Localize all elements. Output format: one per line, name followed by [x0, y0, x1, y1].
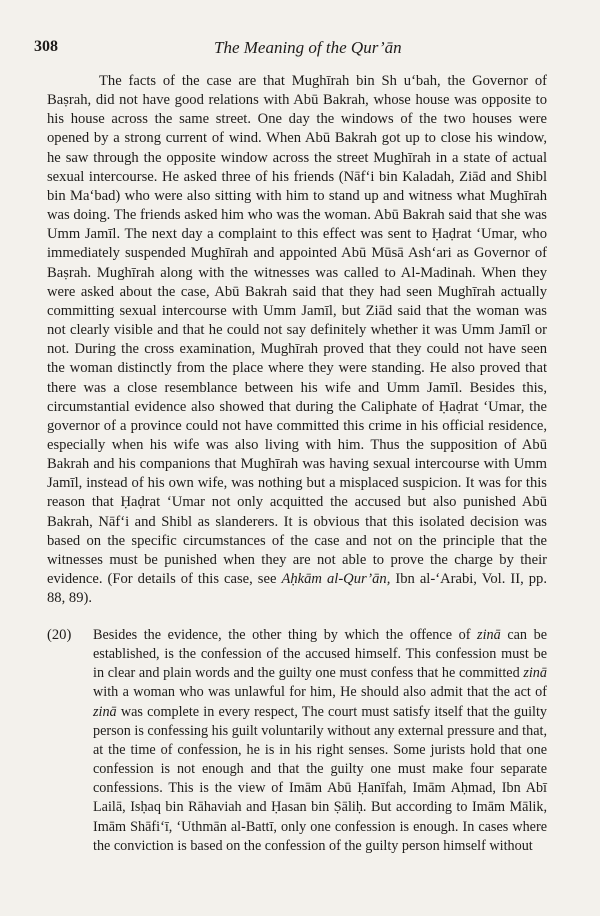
main-paragraph-text: The facts of the case are that Mughīrah bin Sh u‘bah, the Governor of Baṣrah, did not have good relations with Abū Bakrah, whose house was opposite to his house across the same street. One day the windows of the two houses were opened by a strong current of wind. When Abū Bakrah got up to close his window, he saw through the opposite window across the street Mughīrah in a state of actual sexual intercourse. He asked three of his friends (Nāf‘i bin Kaladah, Ziād and Shibl bin Ma‘bad) who were also sitting with him to stand up and witness what Mughīrah was doing. The friends asked him who was the woman. Abū Bakrah said that she was Umm Jamīl. The next day a complaint to this effect was sent to Ḥaḍrat ‘Umar, who immediately suspended Mughīrah and appointed Abū Mūsā Ash‘ari as Governor of Baṣrah. Mughīrah along with the witnesses was called to Al-Madinah. When they were asked about the case, Abū Bakrah said that they had seen Mughīrah actually committing sexual intercourse with Umm Jamīl, but Ziād said that the woman was not clearly visible and that he could not say definitely whether it was Umm Jamīl or not. During the cross examination, Mughīrah proved that they could not have seen the woman distinctly from the place where they were standing. He also proved that there was a close resemblance between his wife and Umm Jamīl. Besides this, circumstantial evidence also showed that during the Caliphate of Ḥaḍrat ‘Umar, the governor of a province could not have committed this crime in his official residence, especially when his wife was also living with him. Thus the supposition of Abū Bakrah and his companions that Mughīrah was having sexual intercourse with Umm Jamīl, instead of his own wife, was nothing but a misplaced suspicion. It was for this reason that Ḥaḍrat ‘Umar not only acquitted the accused but also punished Abū Bakrah, Nāf‘i and Shibl as slanderers. It is obvious that this isolated decision was based on the specific circumstances of the case and not on the principle that the witnesses must be punished when they are not able to prove the charge by their evidence. (For details of this case, see	[47, 73, 547, 588]
main-paragraph	[47, 72, 547, 608]
note-text-segment-4: was complete in every respect, The court must satisfy itself that the guilty person is confessing his guilt voluntarily without any external pressure and that, at the time of confession, he is in his right senses. Some jurists hold that one confession is not enough and that the guilty one must make four separate confessions. This is the view of Imām Abū Ḥanīfah, Imām Aḥmad, Ibn Abī Lailā, Isḥaq bin Rāhaviah and Ḥasan bin Ṣāliḥ. But according to Imām Mālik, Imām Shāfi‘ī, ‘Uthmān al-Battī, only one confession is enough. In cases where the conviction is based on the confession of the guilty person himself without	[93, 703, 547, 854]
term-zina: zinā	[523, 665, 547, 682]
citation-title: Aḥkām al-Qur’ān,	[281, 571, 391, 588]
note-20	[47, 626, 547, 896]
citation-details: Ibn al-‘Arabi, Vol. II, pp. 88, 89).	[47, 571, 547, 607]
running-title: The Meaning of the Qur’ān	[214, 38, 402, 57]
note-number: (20)	[47, 627, 72, 643]
term-zina: zinā	[93, 703, 117, 720]
page-number: 308	[34, 38, 58, 55]
page-header	[34, 38, 564, 62]
note-text-segment-2: can be established, is the confession of the accused himself. This confession must be in clear and plain words and the guilty one must confess that he committed	[93, 627, 547, 682]
note-text-segment-1: Besides the evidence, the other thing by which the offence of	[93, 627, 471, 643]
note-text-segment-3: with a woman who was unlawful for him, He should also admit that the act of	[93, 684, 547, 701]
note-text	[93, 626, 547, 856]
term-zina: zinā	[477, 627, 501, 643]
